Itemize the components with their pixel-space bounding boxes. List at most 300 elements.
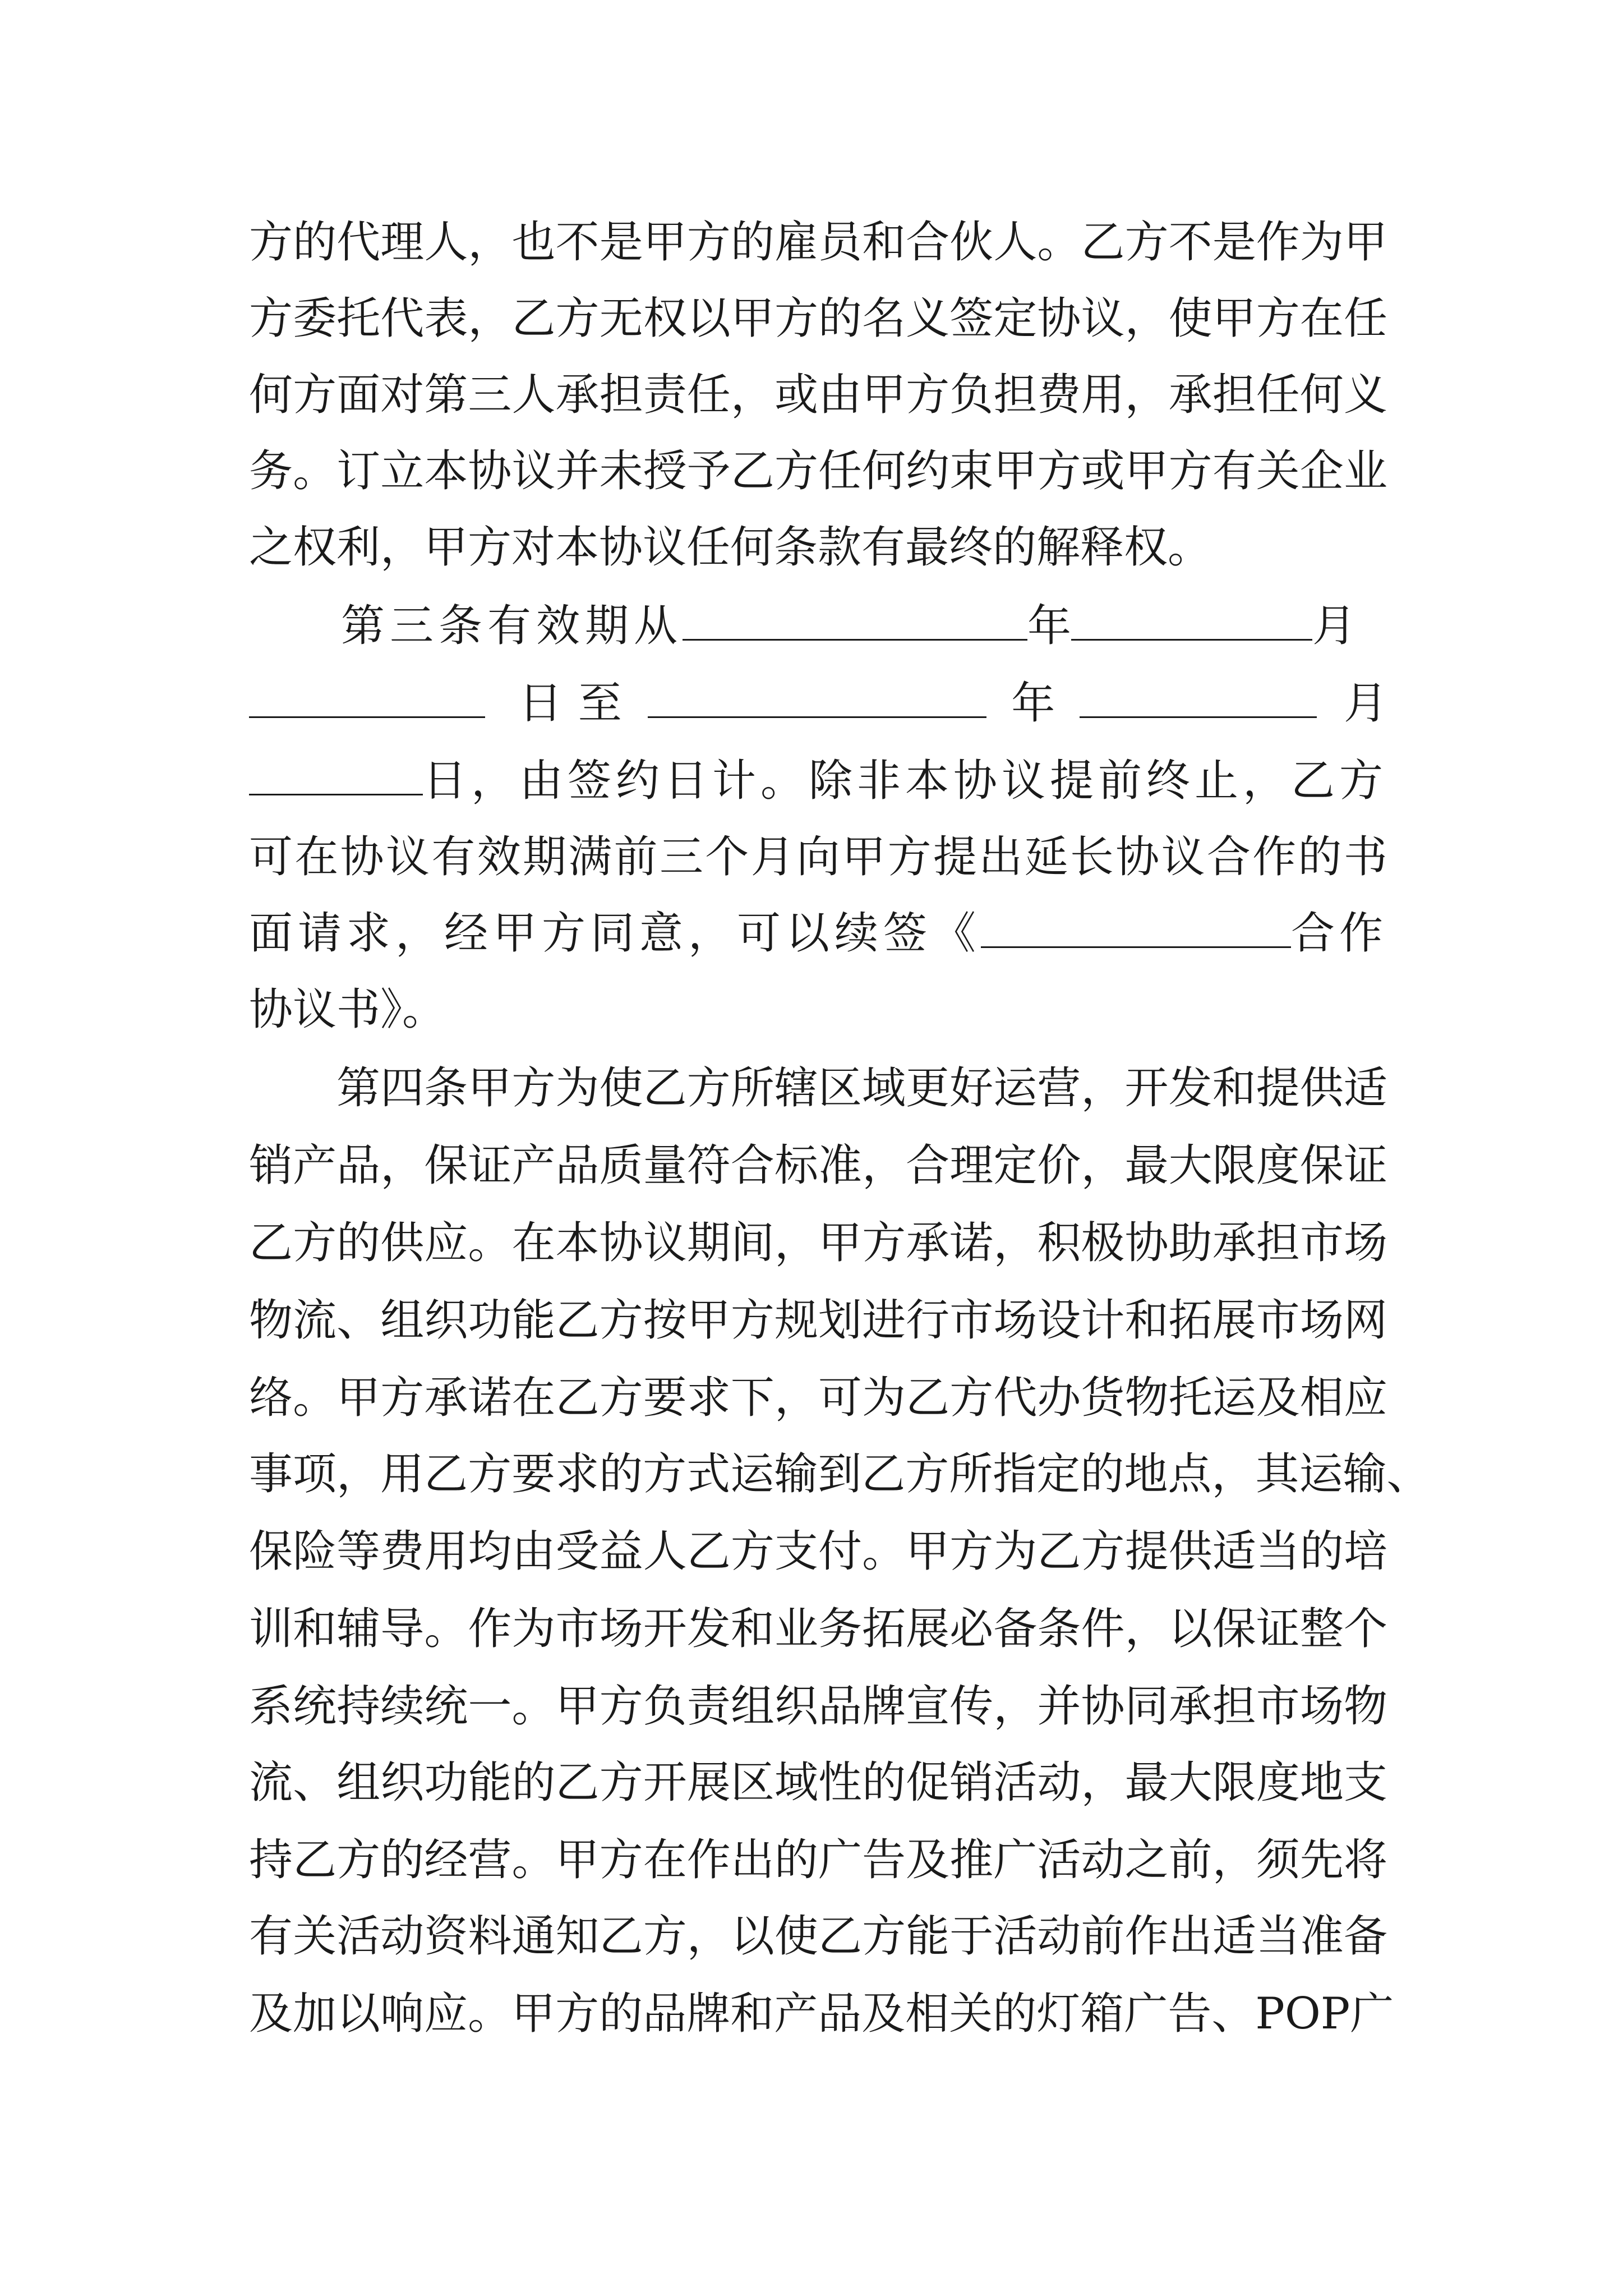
text-glyph: 展	[686, 1757, 731, 1808]
text-glyph: 以	[730, 1911, 774, 1962]
text-glyph: 物	[1343, 1681, 1387, 1732]
text-glyph: 表	[424, 293, 468, 344]
text-glyph: 第	[336, 1063, 381, 1114]
text-glyph: 由	[818, 370, 863, 420]
agreement-name-blank	[981, 903, 1291, 948]
article3-line1	[249, 588, 1387, 664]
text-glyph: 有	[431, 832, 476, 882]
text-glyph: 期	[522, 832, 566, 882]
text-glyph: 发	[1168, 1063, 1212, 1114]
text-glyph: 担	[1212, 1681, 1256, 1732]
text-glyph: ，	[1211, 1449, 1256, 1499]
text-glyph: 甲	[511, 1989, 556, 2039]
text-glyph: 议	[1081, 293, 1125, 344]
text-glyph: 其	[1255, 1449, 1299, 1499]
text-glyph: 及	[1256, 1373, 1300, 1423]
text-glyph: 的	[993, 1989, 1037, 2039]
text-glyph: 办	[1037, 1373, 1081, 1423]
text-glyph: 先	[1299, 1835, 1344, 1885]
text-glyph: 方	[599, 1757, 643, 1808]
text-glyph: 托	[336, 293, 381, 344]
text-glyph: 销	[949, 1757, 994, 1808]
text-glyph: 务	[249, 446, 293, 496]
text-line-content: 之权利，甲方对本协议任何条款有最终的解释权。	[249, 522, 1212, 573]
text-glyph: 输	[1343, 1449, 1387, 1499]
text-glyph: 乙	[686, 1526, 731, 1577]
text-glyph: 。	[293, 446, 337, 496]
text-line	[249, 357, 1387, 433]
text-glyph: 为	[862, 1373, 906, 1423]
text-glyph: 方	[599, 1373, 643, 1423]
text-glyph: 动	[1081, 1835, 1125, 1885]
text-glyph: 甲	[468, 1063, 512, 1114]
text-glyph: 活	[993, 1911, 1038, 1962]
text-glyph: 提	[933, 832, 977, 882]
text-glyph: 承	[555, 370, 600, 420]
text-glyph: 关	[293, 1911, 337, 1962]
text-glyph: 代	[993, 1373, 1038, 1423]
text-glyph: 的	[599, 1449, 643, 1499]
text-glyph: 费	[380, 1526, 425, 1577]
text-glyph: 符	[686, 1140, 731, 1191]
text-glyph: 能	[468, 1757, 512, 1808]
text-glyph: 任	[1256, 370, 1300, 420]
end-day-blank	[249, 750, 423, 795]
text-glyph: 活	[1037, 1835, 1081, 1885]
text-glyph: 束	[949, 446, 994, 496]
text-glyph: 本	[424, 446, 468, 496]
text-glyph: 活	[336, 1911, 381, 1962]
text-glyph: 条	[424, 1063, 468, 1114]
text-glyph: 最	[1124, 1757, 1169, 1808]
text-glyph: 乙	[730, 446, 774, 496]
text-glyph: 承	[1212, 1218, 1256, 1268]
text-glyph: 所	[949, 1449, 993, 1499]
text-glyph: ，	[380, 1140, 425, 1191]
text-glyph: 、	[1386, 1449, 1431, 1499]
text-glyph: 相	[905, 1989, 949, 2039]
text-line	[249, 509, 1387, 586]
text-glyph: 前	[1168, 1835, 1212, 1885]
text-glyph: 功	[424, 1757, 468, 1808]
text-glyph: 域	[774, 1757, 818, 1808]
text-glyph: 在	[1299, 293, 1344, 344]
text-glyph: 诺	[949, 1218, 994, 1268]
text-glyph: 标	[774, 1140, 818, 1191]
article3-line3	[249, 743, 1387, 819]
text-glyph: 以	[1168, 1604, 1212, 1654]
text-glyph: 区	[730, 1757, 774, 1808]
text-glyph: 在	[643, 1835, 687, 1885]
text-glyph: 广	[1124, 1989, 1168, 2039]
text-glyph: 输	[774, 1449, 818, 1499]
text-glyph: 长	[1069, 832, 1114, 882]
text-glyph: 广	[818, 1835, 863, 1885]
text-glyph: 品	[555, 1140, 600, 1191]
text-glyph: 相	[1299, 1373, 1344, 1423]
text-glyph: 方	[949, 1373, 994, 1423]
text-glyph: 出	[730, 1835, 774, 1885]
text-glyph: 宣	[906, 1681, 950, 1732]
text-glyph: 支	[774, 1526, 818, 1577]
text-glyph: 使	[1168, 293, 1212, 344]
text-glyph: 备	[1343, 1911, 1387, 1962]
text-glyph: 和	[1124, 1295, 1169, 1346]
text-glyph: 乙	[818, 1911, 863, 1962]
text-glyph: 面	[336, 370, 381, 420]
text-glyph: 所	[730, 1063, 774, 1114]
text-glyph: 销	[249, 1140, 293, 1191]
text-glyph: 准	[818, 1140, 863, 1191]
text-glyph: 系	[249, 1681, 293, 1732]
text-glyph: 更	[906, 1063, 950, 1114]
text-glyph: 定	[993, 1140, 1038, 1191]
text-glyph: 的	[818, 293, 863, 344]
text-glyph: 续	[380, 1681, 425, 1732]
text-glyph: 作	[686, 1835, 731, 1885]
text-glyph: ，	[336, 1449, 381, 1499]
text-glyph: 协	[468, 446, 512, 496]
text-glyph: 保	[424, 1140, 468, 1191]
text-glyph: 质	[599, 1140, 643, 1191]
text-glyph: 、	[1211, 1989, 1256, 2039]
text-glyph: 市	[949, 1295, 994, 1346]
text-glyph: 展	[1212, 1295, 1256, 1346]
text-glyph: 并	[1037, 1681, 1081, 1732]
article3-line5-prefix: 面请求，经甲方同意，可以续签《	[249, 908, 981, 959]
text-glyph: 。	[511, 1681, 556, 1732]
text-glyph: 何	[1299, 370, 1344, 420]
text-glyph: 甲	[555, 1835, 600, 1885]
text-glyph: 甲	[1212, 293, 1256, 344]
text-glyph: 并	[555, 446, 600, 496]
text-glyph: 授	[643, 446, 687, 496]
text-glyph: 场	[599, 1604, 643, 1654]
text-glyph: 训	[249, 1604, 293, 1654]
text-glyph: 议	[385, 832, 430, 882]
text-glyph: 方	[862, 1911, 906, 1962]
text-glyph: 出	[1168, 1911, 1212, 1962]
text-line	[249, 1282, 1387, 1359]
text-glyph: 须	[1256, 1835, 1300, 1885]
text-glyph: 、	[336, 1295, 381, 1346]
text-glyph: 对	[380, 370, 425, 420]
text-glyph: 箱	[1080, 1989, 1124, 2039]
text-glyph: 助	[1168, 1218, 1212, 1268]
text-glyph: 品	[336, 1140, 381, 1191]
text-glyph: 下	[730, 1373, 774, 1423]
text-glyph: 到	[818, 1449, 862, 1499]
text-glyph: 要	[643, 1373, 687, 1423]
text-glyph: 保	[1299, 1140, 1344, 1191]
text-glyph: 企	[1299, 446, 1344, 496]
text-glyph: 人	[993, 217, 1038, 268]
text-glyph: 在	[511, 1373, 556, 1423]
text-glyph: 方	[293, 1218, 337, 1268]
text-glyph: 甲	[993, 446, 1038, 496]
text-glyph: 拓	[1168, 1295, 1212, 1346]
end-month-label: 月	[1343, 678, 1387, 729]
text-glyph: 料	[468, 1911, 512, 1962]
text-glyph: 前	[614, 832, 658, 882]
text-glyph: 乙	[1037, 1526, 1081, 1577]
text-glyph: 议	[511, 446, 556, 496]
text-line	[249, 204, 1387, 280]
text-glyph: 保	[249, 1526, 293, 1577]
text-line	[249, 1128, 1387, 1204]
text-glyph: 承	[1168, 370, 1212, 420]
text-glyph: 及	[861, 1989, 906, 2039]
text-glyph: 大	[1168, 1757, 1212, 1808]
text-glyph: 适	[1343, 1063, 1387, 1114]
text-glyph: 何	[249, 370, 293, 420]
text-glyph: 广	[1350, 1989, 1394, 2039]
text-glyph: 流	[249, 1757, 293, 1808]
text-glyph: 广	[993, 1835, 1038, 1885]
start-month-blank	[1071, 595, 1312, 641]
text-glyph: 方	[906, 370, 950, 420]
text-glyph: 业	[1343, 446, 1387, 496]
text-glyph: 牌	[686, 1989, 731, 2039]
text-glyph: 的	[774, 1835, 818, 1885]
text-glyph: 乙	[293, 1835, 337, 1885]
article3-line3-text: 日，由签约日计。除非本协议提前终止，乙方	[422, 756, 1387, 806]
text-glyph: 作	[1252, 832, 1297, 882]
text-glyph: 保	[1212, 1604, 1256, 1654]
text-glyph: ，	[774, 1218, 818, 1268]
text-glyph: 适	[1212, 1526, 1256, 1577]
text-glyph: 方	[1081, 1526, 1125, 1577]
text-glyph: ，	[862, 1140, 906, 1191]
text-glyph: 件	[1081, 1604, 1125, 1654]
text-glyph: 网	[1343, 1295, 1387, 1346]
text-glyph: 方	[774, 446, 818, 496]
text-glyph: 为	[511, 1604, 556, 1654]
text-glyph: 流	[293, 1295, 337, 1346]
text-glyph: 不	[555, 217, 600, 268]
text-glyph: 和	[730, 1604, 774, 1654]
text-glyph: 方	[599, 1681, 643, 1732]
text-glyph: 营	[1037, 1063, 1081, 1114]
text-glyph: 织	[774, 1681, 818, 1732]
text-glyph: 方	[293, 370, 337, 420]
text-glyph: 场	[1299, 1295, 1344, 1346]
text-glyph: 组	[336, 1757, 381, 1808]
text-glyph: 地	[1124, 1449, 1168, 1499]
text-glyph: 组	[730, 1681, 774, 1732]
text-glyph: 义	[1343, 370, 1387, 420]
text-glyph: 出	[979, 832, 1023, 882]
text-line	[249, 1436, 1431, 1512]
text-glyph: 织	[380, 1757, 425, 1808]
text-glyph: 点	[1168, 1449, 1212, 1499]
text-glyph: 织	[424, 1295, 468, 1346]
text-glyph: 场	[1343, 1218, 1387, 1268]
text-glyph: 运	[730, 1449, 774, 1499]
text-glyph: 承	[906, 1218, 950, 1268]
text-glyph: 是	[599, 217, 643, 268]
text-glyph: 人	[424, 217, 468, 268]
text-glyph: 定	[993, 293, 1038, 344]
text-glyph: 方	[862, 1218, 906, 1268]
text-line	[249, 1513, 1387, 1590]
text-glyph: 担	[1256, 1218, 1300, 1268]
text-glyph: 计	[1081, 1295, 1125, 1346]
text-glyph: 雇	[774, 217, 818, 268]
end-year-blank	[648, 673, 987, 718]
text-glyph: 品	[818, 1681, 863, 1732]
text-glyph: 或	[774, 370, 818, 420]
start-day-blank	[249, 673, 485, 718]
text-glyph: 限	[1212, 1757, 1256, 1808]
text-glyph: 用	[424, 1526, 468, 1577]
text-glyph: 方	[643, 1911, 687, 1962]
article3-heading: 第三条有效期从	[341, 601, 683, 651]
text-glyph: 一	[468, 1681, 512, 1732]
text-glyph: 责	[643, 370, 687, 420]
text-glyph: 必	[949, 1604, 994, 1654]
text-glyph: 甲	[906, 1526, 950, 1577]
text-glyph: 的	[336, 1218, 381, 1268]
text-glyph: 求	[555, 1449, 600, 1499]
text-glyph: ，	[730, 370, 774, 420]
text-glyph: 响	[380, 1989, 425, 2039]
text-line	[249, 1898, 1387, 1975]
text-glyph: 的	[1080, 1449, 1124, 1499]
text-glyph: 定	[1036, 1449, 1081, 1499]
text-glyph: 乙	[1081, 217, 1125, 268]
text-glyph: 度	[1256, 1140, 1300, 1191]
text-glyph: 未	[599, 446, 643, 496]
text-glyph: 的	[1299, 1526, 1344, 1577]
text-glyph: 方	[686, 217, 731, 268]
text-glyph: 是	[1212, 217, 1256, 268]
text-glyph: 托	[1168, 1373, 1212, 1423]
text-glyph: ，	[1212, 1835, 1256, 1885]
text-glyph: 知	[555, 1911, 600, 1962]
text-glyph: 。	[862, 1526, 906, 1577]
text-glyph: 付	[818, 1526, 863, 1577]
text-glyph: 期	[686, 1218, 731, 1268]
text-glyph: 个	[1343, 1604, 1387, 1654]
text-glyph: 甲	[643, 217, 687, 268]
text-glyph: 立	[380, 446, 425, 496]
text-glyph: 进	[862, 1295, 906, 1346]
text-glyph: ，	[1124, 293, 1169, 344]
text-glyph: ，	[993, 1681, 1038, 1732]
text-glyph: 应	[1343, 1373, 1387, 1423]
text-line	[249, 280, 1387, 357]
text-glyph: 市	[1256, 1681, 1300, 1732]
text-glyph: 甲	[842, 832, 886, 882]
text-glyph: 甲	[862, 370, 906, 420]
text-glyph: 合	[1206, 832, 1251, 882]
text-glyph: 协	[1115, 832, 1160, 882]
text-glyph: 划	[818, 1295, 863, 1346]
text-glyph: 险	[293, 1526, 337, 1577]
text-glyph: 第	[424, 370, 468, 420]
text-glyph: 品	[643, 1989, 687, 2039]
text-glyph: 议	[1161, 832, 1205, 882]
text-glyph: 权	[643, 293, 687, 344]
text-glyph: 人	[643, 1526, 687, 1577]
day-to-label: 日至	[518, 678, 638, 729]
text-glyph: 方	[1037, 446, 1081, 496]
text-glyph: 甲	[686, 1295, 731, 1346]
text-glyph: 当	[1256, 1526, 1300, 1577]
text-glyph: 按	[643, 1295, 687, 1346]
text-glyph: 协	[599, 1218, 643, 1268]
text-glyph: 和	[862, 217, 906, 268]
text-glyph: 合	[906, 1140, 950, 1191]
text-glyph: 三	[659, 832, 703, 882]
text-glyph: 物	[1124, 1373, 1169, 1423]
text-glyph: 。	[1037, 217, 1081, 268]
text-glyph: 物	[249, 1295, 293, 1346]
text-glyph: 乙	[555, 1373, 600, 1423]
text-glyph: 供	[1299, 1063, 1344, 1114]
text-line-content: 协议书》。	[249, 984, 446, 1035]
text-glyph: 产	[774, 1989, 818, 2039]
text-glyph: 等	[336, 1526, 381, 1577]
text-glyph: 方	[1256, 293, 1300, 344]
text-glyph: 以	[686, 293, 731, 344]
text-glyph: 的	[293, 217, 337, 268]
text-glyph: 限	[1212, 1140, 1256, 1191]
text-glyph: 提	[1124, 1526, 1169, 1577]
text-glyph: 义	[906, 293, 950, 344]
text-glyph: 任	[818, 446, 863, 496]
text-glyph: 产	[293, 1140, 337, 1191]
text-glyph: 效	[477, 832, 521, 882]
text-glyph: 任	[1343, 293, 1387, 344]
text-glyph: 拓	[862, 1604, 906, 1654]
text-glyph: 价	[1037, 1140, 1081, 1191]
text-glyph: 规	[774, 1295, 818, 1346]
text-glyph: 议	[643, 1218, 687, 1268]
text-glyph: 不	[1168, 217, 1212, 268]
text-glyph: 也	[511, 217, 556, 268]
text-line	[249, 1591, 1387, 1667]
text-line	[249, 433, 1387, 509]
text-glyph: 本	[555, 1218, 600, 1268]
text-glyph: 乙	[511, 293, 556, 344]
text-glyph: 区	[818, 1063, 862, 1114]
text-glyph: 有	[249, 1911, 293, 1962]
text-glyph: 甲	[1343, 217, 1387, 268]
text-glyph: 书	[1343, 832, 1387, 882]
text-glyph: 应	[424, 1218, 468, 1268]
text-glyph: 产	[511, 1140, 556, 1191]
text-glyph: 证	[1343, 1140, 1387, 1191]
text-glyph: 负	[643, 1681, 687, 1732]
text-glyph: 使	[599, 1063, 643, 1114]
text-glyph: 运	[1212, 1373, 1256, 1423]
text-glyph: 地	[1299, 1757, 1344, 1808]
text-glyph: 品	[818, 1989, 862, 2039]
text-glyph: 货	[1081, 1373, 1125, 1423]
text-glyph: ，	[774, 1373, 818, 1423]
text-glyph: 开	[643, 1604, 687, 1654]
text-glyph: 和	[1212, 1063, 1256, 1114]
end-month-blank	[1080, 673, 1317, 718]
text-glyph: ，	[468, 293, 512, 344]
text-glyph: 合	[906, 217, 950, 268]
text-glyph: 方	[643, 1449, 687, 1499]
text-glyph: 乙	[906, 1373, 950, 1423]
text-glyph: 乙	[555, 1757, 600, 1808]
text-glyph: 乙	[424, 1449, 468, 1499]
